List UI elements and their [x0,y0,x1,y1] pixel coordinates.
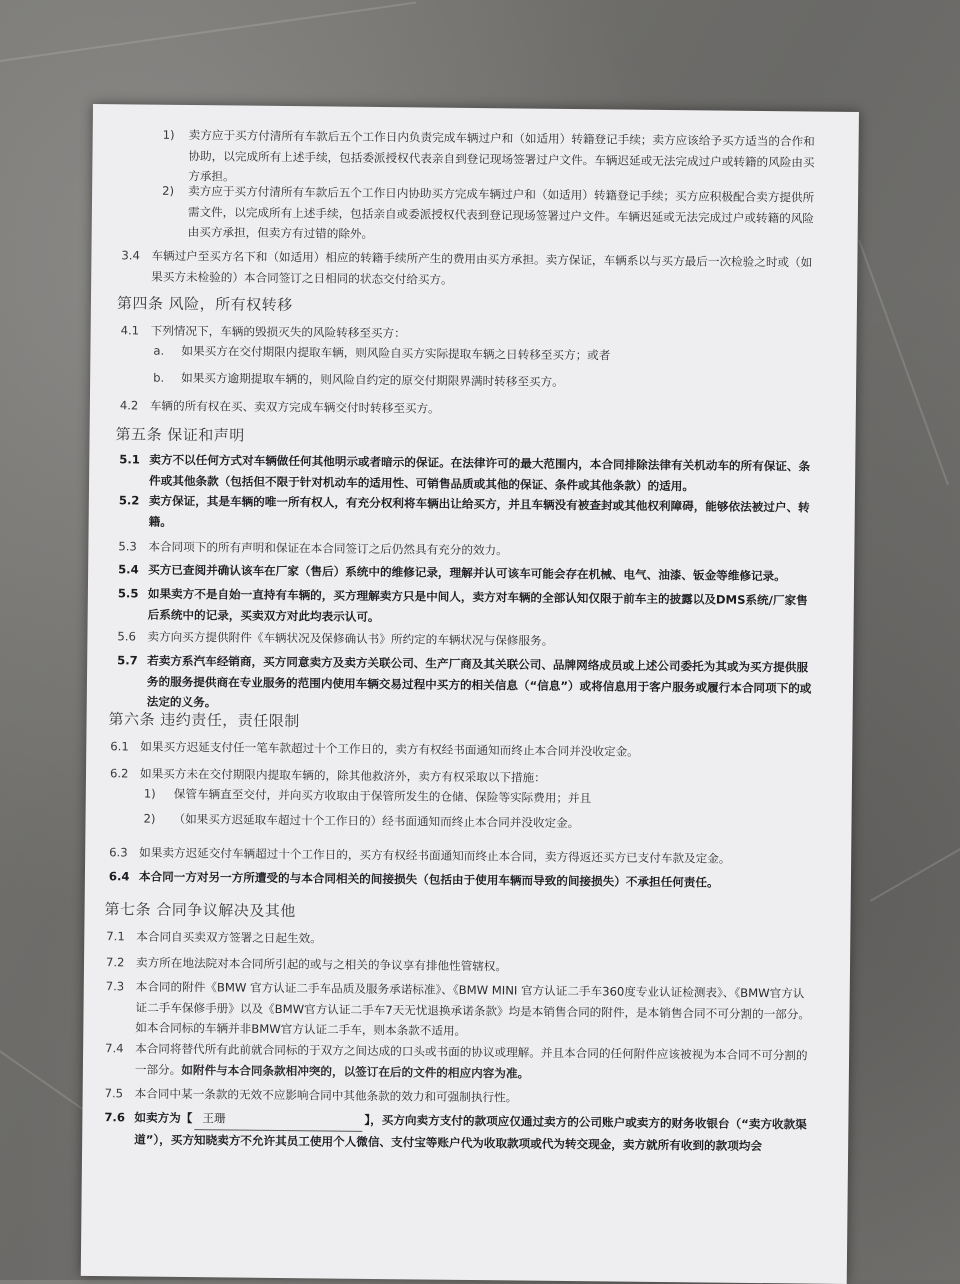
clause-number: 4.1 [120,323,140,338]
section-heading: 第五条 保证和声明 [115,425,245,445]
clause-text: 车辆的所有权在买、卖双方完成车辆交付时转移至买方。 [149,398,440,416]
clause-text: 下列情况下，车辆的毁损灭失的风险转移至买方： [150,323,406,341]
clause-text [135,1038,811,1086]
clause-number: 6.2 [109,766,129,781]
clause-7-1 [84,926,850,946]
clause-text: 如果卖方不是自始一直持有车辆的，买方理解卖方只是中间人，卖方对车辆的全部认知仅限于前车主的披露以及DMS系统/厂家售后系统中的记录，买卖双方对此均表示认可。 [147,586,808,624]
clause-number: 6.4 [108,869,130,884]
clause-number: 7.4 [105,1041,124,1056]
clause-text: 买方已查阅并确认该车在厂家（售后）系统中的维修记录，理解并认可该车可能会存在机械、电气、油漆、钣金等维修记录。 [148,562,786,584]
section-heading: 第四条 风险，所有权转移 [116,294,293,315]
clause-text: 卖方应于买方付清所有车款后五个工作日内负责完成车辆过户和（如适用）转籍登记手续；卖方应该给予买方适当的合作和协助，以完成所有上述手续，包括委派授权代表亲自到登记现场签署过户文件。车辆迟延或无法完成过户或转籍的风险由买方承担。 [188,127,815,184]
clause-number: 5.4 [118,562,139,577]
clause-6-1 [86,736,852,759]
seller-name-field: 王珊 [194,1108,362,1131]
clause-number: 3.4 [121,248,140,263]
clause-text: 若卖方系汽车经销商，买方同意卖方及卖方关联公司、生产厂商及其关联公司、品牌网络成员或上述公司委托为其或为买方提供服务的服务提供商在专业服务的范围内使用车辆交易过程中买方的相关信息（“信息”）或将信息用于客户服务或履行本合同项下的或法定的义务。 [146,653,812,710]
clause-text: 如果卖方迟延交付车辆超过十个工作日的，买方有权经书面通知而终止本合同，卖方得返还买方已支付车款及定金。 [139,845,731,866]
clause-text: 如果买方在交付期限内提取车辆，则风险自买方实际提取车辆之日转移至买方；或者 [181,343,611,363]
clause-4-1 [91,320,857,341]
clause-number: 7.1 [106,929,125,944]
clause-text: 如果买方逾期提取车辆的，则风险自约定的原交付期限界满时转移至买方。 [181,370,564,389]
clause-4-2 [90,395,856,416]
clause-text: 卖方向买方提供附件《车辆状况及保修确认书》所约定的车辆状况与保修服务。 [147,629,554,648]
clause-number: 7.3 [105,979,125,994]
clause-number: b. [153,370,165,385]
clause-text-plain: 本合同将替代所有此前就合同标的于双方之间达成的口头或书面的协议或理解。并且本合同的任何附件应该被视为本合同不可分割的一部分。 [134,1041,808,1077]
clause-3-item-1 [93,124,859,184]
clause-text: 保管车辆直至交付，并向买方收取由于保管所发生的仓储、保险等实际费用；并且 [173,786,592,806]
marble-vein [870,800,960,902]
clause-text: 本合同的附件《BMW 官方认证二手车品质及服务承诺标准》、《BMW MINI 官方认证二手车360度专业认证检测表》、《BMW官方认证二手车保修手册》以及《BMW官方认证二手车7天无忧退换承诺条款》均是本销售合同的附件，是本销售合同不可分割的一部分。如本合同标的车辆并非BMW官方认证二手车，则本条款不适用。 [135,979,811,1038]
clause-text: 卖方所在地法院对本合同所引起的或与之相关的争议享有排他性管辖权。 [135,955,508,974]
clause-number: 6.1 [110,739,129,754]
clause-text: 卖方保证，其是车辆的唯一所有权人，有充分权利将车辆出让给买方，并且车辆没有被查封或其他权利障碍，能够依法被过户、转籍。 [148,493,810,529]
section-heading: 第六条 违约责任，责任限制 [108,710,300,731]
clause-number: 5.1 [119,452,140,467]
clause-5-1 [89,449,855,493]
clause-number: 5.6 [117,629,136,644]
clause-number: 7.5 [104,1086,124,1101]
clause-number: 7.2 [105,955,125,970]
clause-text-prefix: 如卖方为【 [134,1110,193,1126]
marble-vein [858,240,949,485]
contract-page [81,104,859,1284]
clause-number: 2) [143,811,156,826]
clause-number: 5.3 [118,539,137,554]
clause-text: 卖方不以任何方式对车辆做任何其他明示或者暗示的保证。在法律许可的最大范围内，本合同排除法律有关机动车的所有保证、条件或其他条款（包括但不限于针对机动车的适用性、可销售品质或其他的保证、条件或其他条款）的适用。 [149,452,811,493]
clause-text-suffix: 】，买方向卖方支付的款项应仅通过卖方的公司账户或卖方的财务收银台（“卖方收款渠道”），买方知晓卖方不允许其员工使用个人微信、支付宝等账户代为收取款项或代为转交现金，卖方就所有收到的款项均会 [134,1112,807,1153]
clause-number: 5.2 [118,493,140,508]
clause-text: 如果买方迟延支付任一笔车款超过十个工作日的，卖方有权经书面通知而终止本合同并没收定金。 [140,739,639,759]
clause-number: 5.7 [117,653,138,668]
clause-6-3 [85,842,851,866]
clause-text: （如果买方迟延取车超过十个工作日的）经书面通知而终止本合同并没收定金。 [173,811,580,831]
clause-number: 4.2 [119,398,139,413]
clause-text: 本合同中某一条款的无效不应影响合同中其他条款的效力和可强制执行性。 [134,1086,518,1105]
clause-number: a. [153,343,165,358]
clause-text: 本合同项下的所有声明和保证在本合同签订之后仍然具有充分的效力。 [148,539,508,558]
clause-number: 7.6 [104,1110,126,1125]
clause-number: 1) [162,127,175,142]
clause-text: 本合同一方对另一方所遭受的与本合同相关的间接损失（包括由于使用车辆而导致的间接损失）不承担任何责任。 [138,869,719,890]
clause-number: 2) [162,183,175,198]
clause-text [134,1107,810,1156]
clause-number: 1) [143,786,156,801]
marble-vein [0,2,416,62]
clause-text: 车辆过户至买方名下和（如适用）相应的转籍手续所产生的费用由买方承担。卖方保证，车辆系以与买方最后一次检验之时或（如果买方未检验的）本合同签订之日相同的状态交付给买方。 [151,248,813,287]
clause-text: 如果买方未在交付期限内提取车辆的，除其他救济外，卖方有权采取以下措施： [139,766,546,785]
clause-number: 6.3 [109,845,128,860]
clause-text: 卖方应于买方付清所有车款后五个工作日内协助买方完成车辆过户和（如适用）转籍登记手续；买方应积极配合卖方提供所需文件，以完成所有上述手续，包括亲自或委派授权代表到登记现场签署过户文件。车辆迟延或无法完成过户或转籍的风险由买方承担，但卖方有过错的除外。 [187,183,815,241]
section-heading: 第七条 合同争议解决及其他 [104,900,296,921]
clause-6-2 [86,763,852,785]
clause-4-1-b [90,367,856,389]
clause-number: 5.5 [117,586,139,601]
clause-text: 本合同自买卖双方签署之日起生效。 [136,929,322,946]
clause-text-bold: 如附件与本合同条款相冲突的，以签订在后的文件的相应内容为准。 [181,1062,530,1081]
